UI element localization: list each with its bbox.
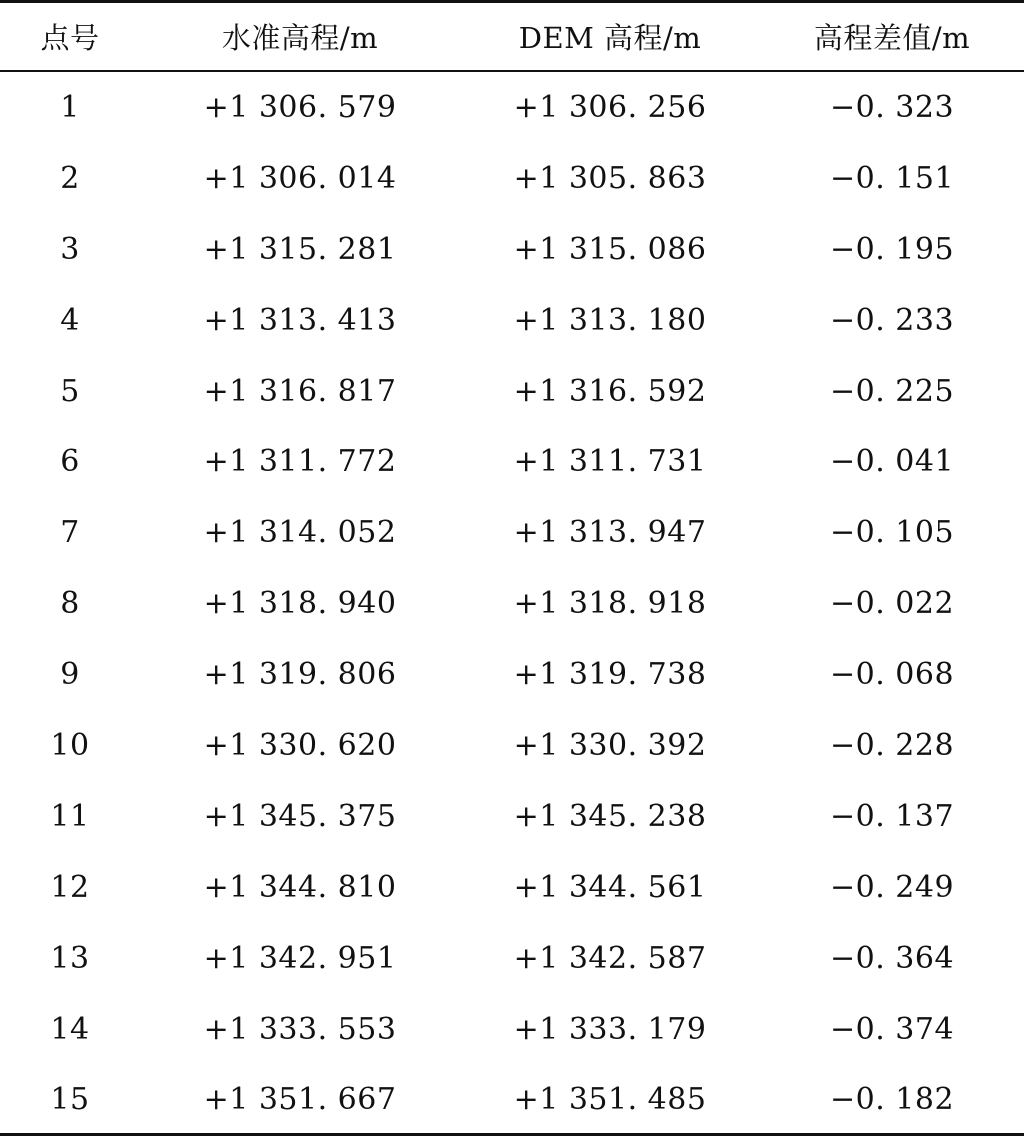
dem-elevation-cell: +1 344. 561 (513, 869, 707, 905)
table-row (0, 710, 1024, 781)
table-row (0, 994, 1024, 1065)
point-number-cell: 6 (60, 444, 80, 480)
leveling-elevation-cell: +1 344. 810 (203, 869, 397, 905)
elevation-difference-cell: −0. 228 (829, 727, 955, 763)
dem-elevation-cell: +1 306. 256 (513, 89, 707, 125)
leveling-elevation-cell: +1 316. 817 (203, 373, 397, 409)
table-row (0, 568, 1024, 639)
dem-elevation-cell: +1 318. 918 (513, 586, 707, 622)
elevation-difference-cell: −0. 105 (829, 515, 955, 551)
leveling-elevation-cell: +1 313. 413 (203, 302, 397, 338)
dem-elevation-cell: +1 313. 947 (513, 515, 707, 551)
table-row (0, 781, 1024, 852)
table-row (0, 426, 1024, 497)
leveling-elevation-cell: +1 306. 579 (203, 89, 397, 125)
dem-elevation-cell: +1 351. 485 (513, 1082, 707, 1118)
dem-elevation-cell: +1 330. 392 (513, 727, 707, 763)
leveling-elevation-cell: +1 345. 375 (203, 798, 397, 834)
dem-elevation-cell: +1 311. 731 (513, 444, 707, 480)
leveling-elevation-cell: +1 351. 667 (203, 1082, 397, 1118)
elevation-difference-cell: −0. 374 (829, 1011, 955, 1047)
elevation-difference-cell: −0. 233 (829, 302, 955, 338)
table-row (0, 923, 1024, 994)
table-header-row (0, 3, 1024, 70)
leveling-elevation-cell: +1 333. 553 (203, 1011, 397, 1047)
point-number-cell: 14 (50, 1011, 90, 1047)
table-row (0, 497, 1024, 568)
point-number-cell: 13 (50, 940, 90, 976)
leveling-elevation-cell: +1 318. 940 (203, 586, 397, 622)
point-number-cell: 3 (60, 231, 80, 267)
table-row (0, 72, 1024, 143)
leveling-elevation-cell: +1 319. 806 (203, 657, 397, 693)
leveling-elevation-cell: +1 342. 951 (203, 940, 397, 976)
elevation-difference-cell: −0. 151 (829, 160, 955, 196)
elevation-difference-cell: −0. 323 (829, 89, 955, 125)
table-body (0, 72, 1024, 1133)
dem-elevation-cell: +1 316. 592 (513, 373, 707, 409)
header-dem-elevation: DEM 高程/m (518, 21, 702, 55)
point-number-cell: 9 (60, 657, 80, 693)
point-number-cell: 8 (60, 586, 80, 622)
table-row (0, 1064, 1024, 1135)
point-number-cell: 11 (50, 798, 90, 834)
point-number-cell: 1 (60, 89, 80, 125)
dem-elevation-cell: +1 333. 179 (513, 1011, 707, 1047)
dem-elevation-cell: +1 319. 738 (513, 657, 707, 693)
elevation-difference-cell: −0. 182 (829, 1082, 955, 1118)
elevation-difference-cell: −0. 195 (829, 231, 955, 267)
dem-elevation-cell: +1 313. 180 (513, 302, 707, 338)
elevation-difference-cell: −0. 137 (829, 798, 955, 834)
table-bottom-rule (0, 1133, 1024, 1136)
point-number-cell: 10 (50, 727, 90, 763)
point-number-cell: 2 (60, 160, 80, 196)
dem-elevation-cell: +1 345. 238 (513, 798, 707, 834)
point-number-cell: 12 (50, 869, 90, 905)
header-elevation-difference: 高程差值/m (813, 21, 971, 55)
dem-elevation-cell: +1 315. 086 (513, 231, 707, 267)
elevation-difference-cell: −0. 249 (829, 869, 955, 905)
elevation-difference-cell: −0. 022 (829, 586, 955, 622)
elevation-difference-cell: −0. 041 (829, 444, 955, 480)
table-row (0, 356, 1024, 427)
leveling-elevation-cell: +1 314. 052 (203, 515, 397, 551)
point-number-cell: 4 (60, 302, 80, 338)
table-row (0, 285, 1024, 356)
table-row (0, 143, 1024, 214)
point-number-cell: 7 (60, 515, 80, 551)
elevation-difference-cell: −0. 364 (829, 940, 955, 976)
dem-elevation-cell: +1 342. 587 (513, 940, 707, 976)
header-point-number: 点号 (40, 21, 100, 55)
elevation-difference-cell: −0. 068 (829, 657, 955, 693)
dem-elevation-cell: +1 305. 863 (513, 160, 707, 196)
elevation-difference-cell: −0. 225 (829, 373, 955, 409)
leveling-elevation-cell: +1 311. 772 (203, 444, 397, 480)
table-row (0, 639, 1024, 710)
header-leveling-elevation: 水准高程/m (221, 21, 379, 55)
table-row (0, 852, 1024, 923)
table-row (0, 214, 1024, 285)
leveling-elevation-cell: +1 306. 014 (203, 160, 397, 196)
leveling-elevation-cell: +1 330. 620 (203, 727, 397, 763)
point-number-cell: 5 (60, 373, 80, 409)
leveling-elevation-cell: +1 315. 281 (203, 231, 397, 267)
point-number-cell: 15 (50, 1082, 90, 1118)
